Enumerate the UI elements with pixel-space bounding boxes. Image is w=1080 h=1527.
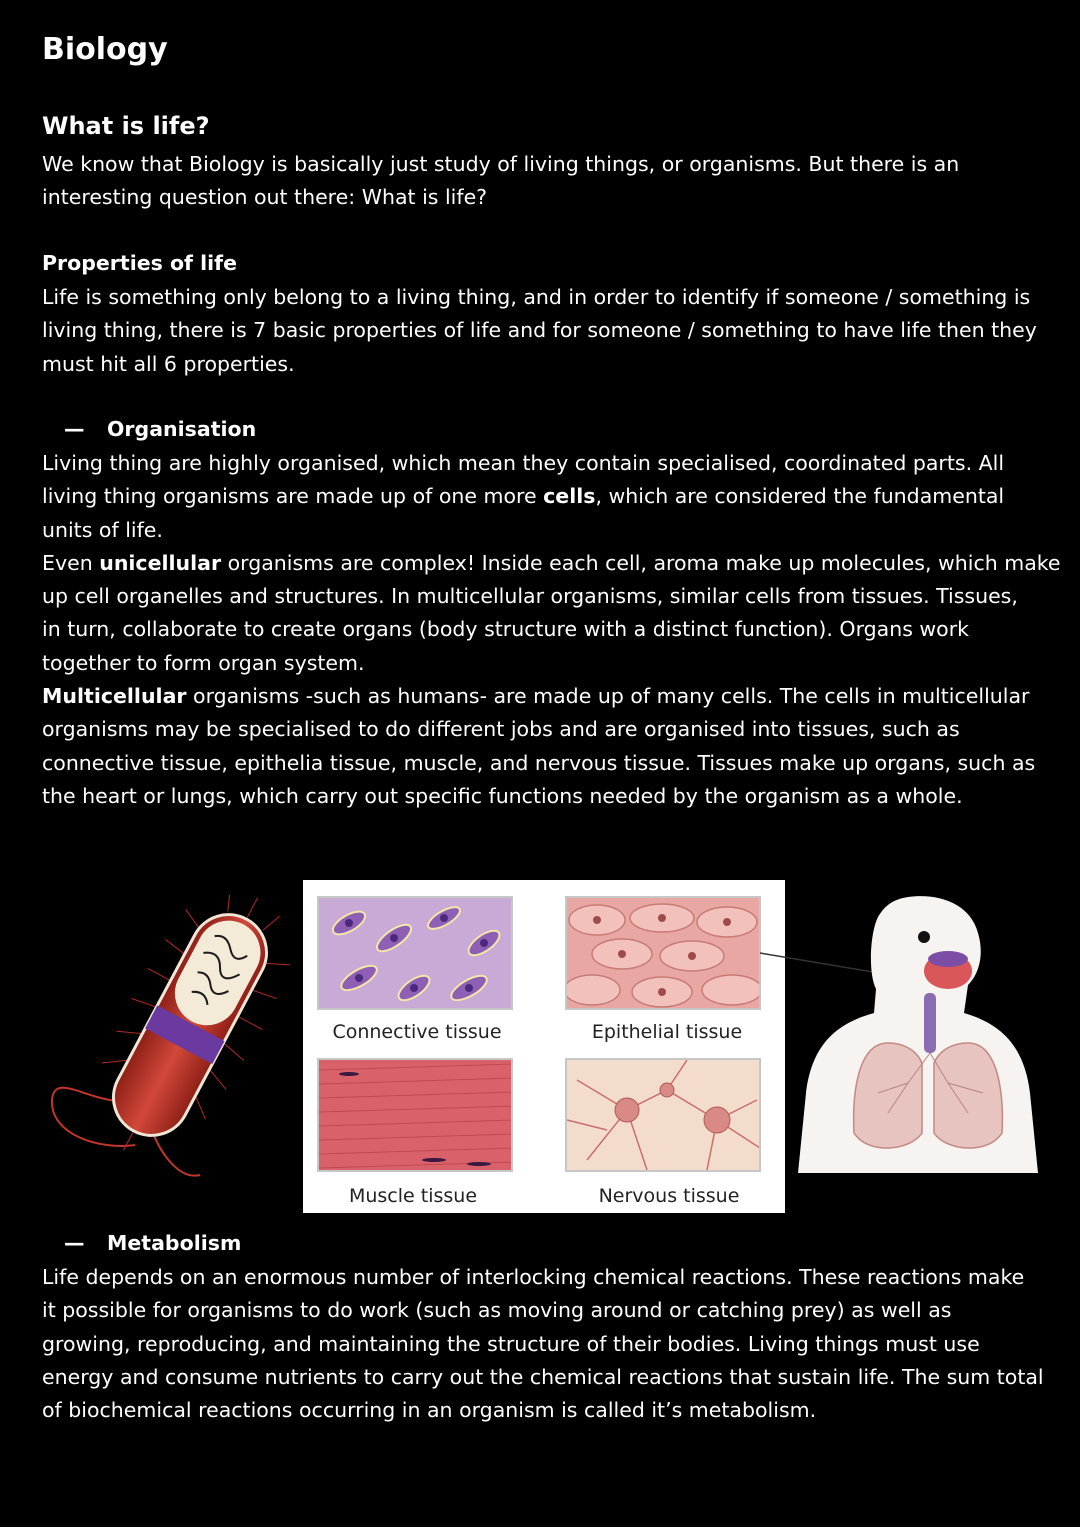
tissue-label: Connective tissue <box>332 1021 502 1043</box>
text-run: living thing organisms are made up of one more <box>42 484 544 509</box>
tissue-label: Epithelial tissue <box>591 1021 743 1043</box>
dash-icon: — <box>64 1231 85 1255</box>
properties-line: Life is something only belong to a living thing, and in order to identify if someone / something is <box>42 285 1031 309</box>
organisation-line <box>42 480 1042 513</box>
intro-line: We know that Biology is basically just study of living things, or organisms. But there is an <box>42 152 960 176</box>
metabolism-line: growing, reproducing, and maintaining the structure of their bodies. Living things must use <box>42 1331 980 1356</box>
organisation-line: together to form organ system. <box>42 650 365 675</box>
connective-tissue-image <box>317 896 513 1010</box>
metabolism-line: it possible for organisms to do work (such as moving around or catching prey) as well as <box>42 1298 952 1323</box>
organisation-line: the heart or lungs, which carry out specific functions needed by the organism as a whole. <box>42 783 963 808</box>
organisation-paragraph <box>42 447 1061 813</box>
organisation-line: connective tissue, epithelia tissue, muscle, and nervous tissue. Tissues make up organs, such as <box>42 750 1036 775</box>
human-respiratory-illustration <box>798 893 1040 1183</box>
organisation-line <box>42 547 1061 580</box>
tissue-label: Muscle tissue <box>348 1185 478 1207</box>
tissue-figure <box>303 880 785 1213</box>
organisation-line: Living thing are highly organised, which mean they contain specialised, coordinated parts. All <box>42 451 1005 475</box>
bold-term-cells: cells <box>543 484 596 509</box>
text-run: , which are considered the fundamental <box>595 484 1005 509</box>
metabolism-heading: Metabolism <box>107 1231 242 1255</box>
organisation-heading: Organisation <box>107 417 257 441</box>
metabolism-line: Life depends on an enormous number of interlocking chemical reactions. These reactions make <box>42 1265 1025 1289</box>
section-title: What is life? <box>42 112 210 140</box>
bullet-organisation <box>64 413 256 446</box>
properties-heading: Properties of life <box>42 251 237 275</box>
intro-paragraph <box>42 148 1042 215</box>
bacterium-illustration <box>40 895 290 1185</box>
bold-term-unicellular: unicellular <box>99 550 222 575</box>
page-title: Biology <box>42 32 168 67</box>
text-run: organisms are complex! Inside each cell, aroma make up molecules, which make <box>221 550 1061 575</box>
metabolism-paragraph <box>42 1261 1042 1427</box>
properties-line: must hit all 6 properties. <box>42 351 295 376</box>
intro-line: interesting question out there: What is life? <box>42 185 488 210</box>
bullet-metabolism <box>64 1227 241 1260</box>
epithelial-tissue-image <box>565 896 761 1010</box>
metabolism-line: energy and consume nutrients to carry out the chemical reactions that sustain life. The sum total <box>42 1364 1044 1389</box>
organisation-line <box>42 680 1042 713</box>
muscle-tissue-image <box>317 1058 513 1172</box>
dash-icon: — <box>64 417 85 441</box>
properties-line: living thing, there is 7 basic properties of life and for someone / something to have life then they <box>42 318 1037 343</box>
organisation-line: organisms may be specialised to do different jobs and are organised into tissues, such as <box>42 717 960 742</box>
tissue-label: Nervous tissue <box>598 1185 740 1207</box>
organisation-line: up cell organelles and structures. In multicellular organisms, similar cells from tissues. Tissues, <box>42 584 1018 609</box>
organisation-line: in turn, collaborate to create organs (body structure with a distinct function). Organs work <box>42 617 970 642</box>
nervous-tissue-image <box>565 1058 761 1172</box>
organisation-line: units of life. <box>42 517 163 542</box>
bold-term-multicellular: Multicellular <box>42 684 187 709</box>
metabolism-line: of biochemical reactions occurring in an organism is called it’s metabolism. <box>42 1398 817 1423</box>
text-run: organisms -such as humans- are made up of many cells. The cells in multicellular <box>186 684 1030 709</box>
properties-paragraph <box>42 281 1042 381</box>
text-run: Even <box>42 550 100 575</box>
